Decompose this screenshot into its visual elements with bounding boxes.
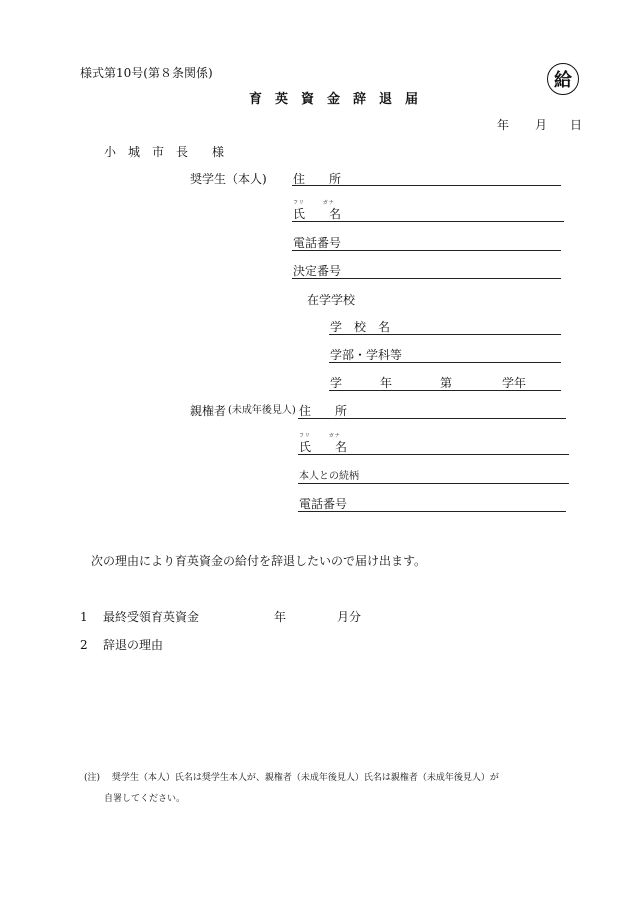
form-title: 育 英 資 金 辞 退 届	[249, 92, 419, 107]
guardian-heading: 親権者	[190, 404, 227, 418]
scholar-phone-line	[292, 250, 561, 251]
scholar-address-label: 住 所	[293, 172, 342, 186]
guardian-address-label: 住 所	[299, 404, 348, 418]
date-day: 日	[570, 118, 583, 132]
form-number: 様式第10号(第８条関係)	[80, 66, 213, 80]
guardian-phone-line	[298, 511, 566, 512]
scholar-decision-label: 決定番号	[293, 264, 342, 278]
item-1-month: 月分	[337, 610, 362, 624]
enrolled-school-label: 在学学校	[307, 293, 356, 307]
addressee: 小 城 市 長 様	[104, 145, 225, 159]
grade-gakunen: 学年	[502, 376, 527, 390]
guardian-furigana-label: フリ ガナ	[299, 433, 341, 439]
date-year: 年	[497, 118, 510, 132]
scholar-heading: 奨学生（本人)	[190, 172, 267, 186]
scholar-name-label: 氏 名	[293, 207, 342, 221]
item-1-year: 年	[274, 610, 287, 624]
faculty-label: 学部・学科等	[330, 348, 403, 362]
note-line-2: 自署してください。	[104, 794, 186, 804]
scholar-address-line	[292, 185, 561, 186]
guardian-relation-line	[298, 483, 569, 484]
item-1-label: 最終受領育英資金	[103, 610, 200, 624]
item-2-number: 2	[80, 638, 88, 652]
item-1-number: 1	[80, 610, 88, 624]
guardian-heading-sub: (未成年後見人)	[228, 405, 296, 416]
guardian-name-label: 氏 名	[299, 440, 348, 454]
scholar-phone-label: 電話番号	[293, 236, 342, 250]
note-line-1: (注) 奨学生（本人）氏名は奨学生本人が、親権者（未成年後見人）氏名は親権者（未成年後見人）が	[84, 773, 499, 783]
guardian-name-line	[298, 454, 569, 455]
statement-text: 次の理由により育英資金の給付を辞退したいので届け出ます。	[91, 554, 427, 568]
faculty-line	[329, 362, 561, 363]
item-2-label: 辞退の理由	[103, 638, 164, 652]
scholar-decision-line	[292, 278, 561, 279]
guardian-phone-label: 電話番号	[299, 497, 348, 511]
scholar-name-line	[292, 221, 564, 222]
guardian-address-line	[298, 418, 566, 419]
grade-line	[329, 390, 561, 391]
seal-stamp: 給	[547, 63, 579, 95]
grade-gaku: 学	[330, 376, 343, 390]
grade-nen: 年	[380, 376, 393, 390]
school-name-label: 学 校 名	[330, 320, 391, 334]
date-month: 月	[535, 118, 548, 132]
school-name-line	[329, 334, 561, 335]
scholar-furigana-label: フリ ガナ	[293, 200, 335, 206]
guardian-relation-label: 本人との続柄	[299, 471, 359, 482]
grade-dai: 第	[440, 376, 453, 390]
